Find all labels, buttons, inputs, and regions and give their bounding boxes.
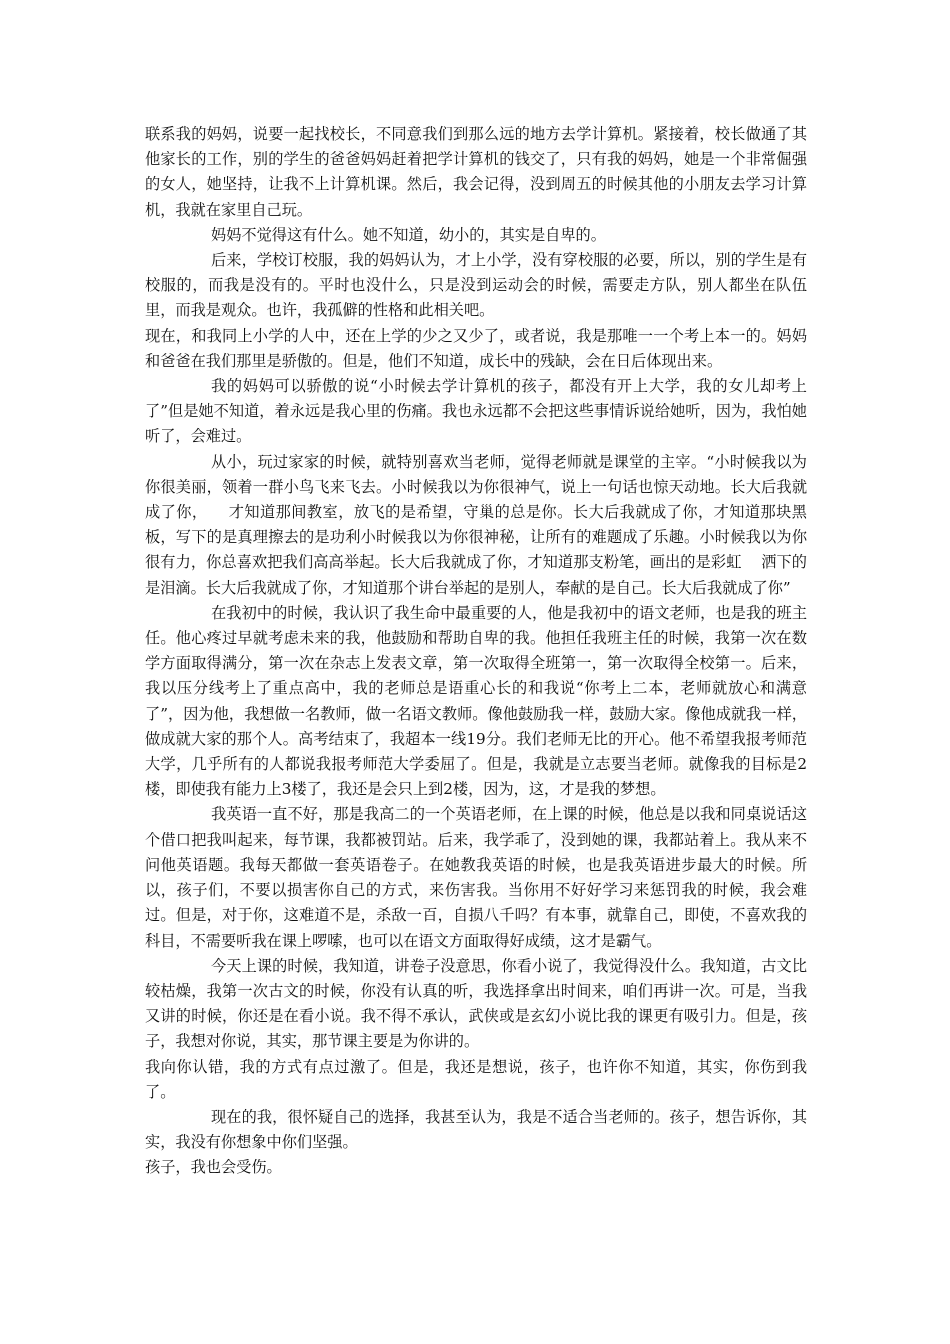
paragraph-12: 孩子，我也会受伤。 bbox=[145, 1158, 282, 1177]
paragraph-11: 现在的我，很怀疑自己的选择，我甚至认为，我是不适合当老师的。孩子，想告诉你，其实，我没有你想象中你们坚强。 bbox=[145, 1107, 807, 1152]
paragraph-2: 妈妈不觉得这有什么。她不知道，幼小的，其实是自卑的。 bbox=[211, 225, 606, 244]
paragraph-1: 联系我的妈妈，说要一起找校长，不同意我们到那么远的地方去学计算机。紧接着，校长做通了其他家长的工作，别的学生的爸爸妈妈赶着把学计算机的钱交了，只有我的妈妈，她是一个非常倔强的女人，她坚持，让我不上计算机课。然后，我会记得，没到周五的时候其他的小朋友去学习计算机，我就在家里自己玩。 bbox=[145, 125, 807, 219]
paragraph-3: 后来，学校订校服，我的妈妈认为，才上小学，没有穿校服的必要，所以，别的学生是有校服的，而我是没有的。平时也没什么，只是没到运动会的时候，需要走方队，别人都坐在队伍里，而我是观众。也许，我孤僻的性格和此相关吧。 bbox=[145, 251, 807, 320]
paragraph-6: 从小，玩过家家的时候，就特别喜欢当老师，觉得老师就是课堂的主宰。“小时候我以为你很美丽，领着一群小鸟飞来飞去。小时候我以为你很神气，说上一句话也惊天动地。长大后我就成了你， 才知道那间教室，放飞的是希望，守巢的总是你。长大后我就成了你，才知道那块黑板，写下的是真理擦去的是功利小时候我以为你很神秘，让所有的难题成了乐趣。小时候我以为你很有力，你总喜欢把我们高高举起。长大后我就成了你，才知道那支粉笔，画出的是彩虹 洒下的是泪滴。长大后我就成了你，才知道那个讲台举起的是别人，奉献的是自己。长大后我就成了你” bbox=[145, 452, 807, 597]
paragraph-4: 现在，和我同上小学的人中，还在上学的少之又少了，或者说，我是那唯一一个考上本一的。妈妈和爸爸在我们那里是骄傲的。但是，他们不知道，成长中的残缺，会在日后体现出来。 bbox=[145, 326, 807, 370]
paragraph-8: 我英语一直不好，那是我高二的一个英语老师，在上课的时候，他总是以我和同桌说话这个借口把我叫起来，每节课，我都被罚站。后来，我学乖了，没到她的课，我都站着上。我从来不问他英语题。我每天都做一套英语卷子。在她教我英语的时候，也是我英语进步最大的时候。所以，孩子们，不要以损害你自己的方式，来伤害我。当你用不好好学习来惩罚我的时候，我会难过。但是，对于你，这难道不是，杀敌一百，自损八千吗？有本事，就靠自己，即使，不喜欢我的科目，不需要听我在课上啰嗦，也可以在语文方面取得好成绩，这才是霸气。 bbox=[145, 805, 807, 950]
paragraph-9: 今天上课的时候，我知道，讲卷子没意思，你看小说了，我觉得没什么。我知道，古文比较枯燥，我第一次古文的时候，你没有认真的听，我选择拿出时间来，咱们再讲一次。可是，当我又讲的时候，你还是在看小说。我不得不承认，武侠或是玄幻小说比我的课更有吸引力。但是，孩子，我想对你说，其实，那节课主要是为你讲的。 bbox=[145, 956, 807, 1051]
document-page bbox=[145, 122, 807, 1181]
paragraph-7: 在我初中的时候，我认识了我生命中最重要的人，他是我初中的语文老师，也是我的班主任。他心疼过早就考虑未来的我，他鼓励和帮助自卑的我。他担任我班主任的时候，我第一次在数学方面取得满分，第一次在杂志上发表文章，第一次取得全班第一，第一次取得全校第一。后来，我以压分线考上了重点高中，我的老师总是语重心长的和我说“你考上二本，老师就放心和满意了”，因为他，我想做一名教师，做一名语文教师。像他鼓励我一样，鼓励大家。像他成就我一样，做成就大家的那个人。高考结束了，我超本一线19分。我们老师无比的开心。他不希望我报考师范大学，几乎所有的人都说我报考师范大学委屈了。但是，我就是立志要当老师。就像我的目标是2楼，即使我有能力上3楼了，我还是会只上到2楼，因为，这，才是我的梦想。 bbox=[145, 603, 807, 799]
paragraph-10: 我向你认错，我的方式有点过激了。但是，我还是想说，孩子，也许你不知道，其实，你伤到我了。 bbox=[145, 1057, 807, 1101]
paragraph-5: 我的妈妈可以骄傲的说“小时候去学计算机的孩子，都没有开上大学，我的女儿却考上了”但是她不知道，着永远是我心里的伤痛。我也永远都不会把这些事情诉说给她听，因为，我怕她听了，会难过。 bbox=[145, 377, 807, 446]
